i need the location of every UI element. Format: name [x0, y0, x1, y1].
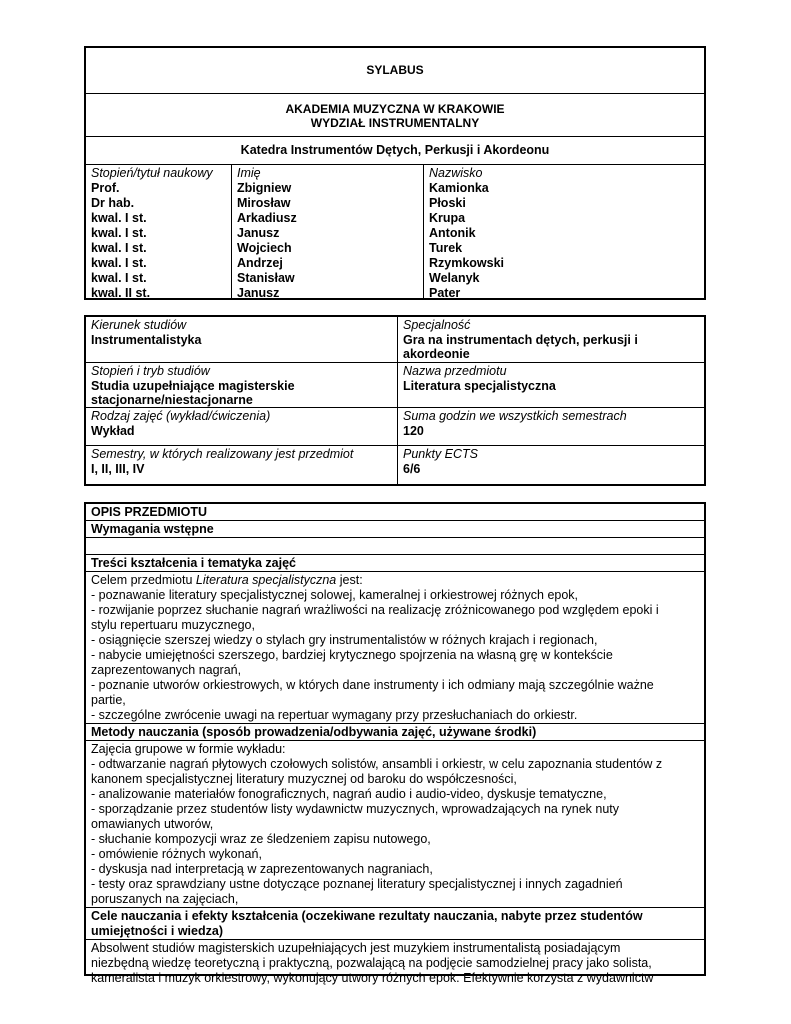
staff-first-name: Mirosław [237, 196, 291, 210]
academy-block [86, 94, 704, 137]
ects-value: 6/6 [403, 461, 421, 476]
methods-line: kanonem specjalistycznej literatury muzycznej od baroku do współczesności, [91, 772, 517, 786]
goals-line: kameralista i muzyk orkiestrowy, wykonujący utwory różnych epok. Efektywnie korzysta z wydawnictw [91, 971, 654, 985]
methods-line: - analizowanie materiałów fonograficznych, nagrań audio i audio-video, dyskusje tematyczne, [91, 787, 607, 801]
staff-first-name: Andrzej [237, 256, 283, 270]
staff-degree: kwal. I st. [91, 256, 147, 270]
content-line: stylu repertuaru muzycznego, [91, 618, 255, 632]
staff-degree: kwal. I st. [91, 241, 147, 255]
staff-table [86, 165, 704, 300]
degree-header: Stopień/tytuł naukowy [91, 166, 213, 180]
content-intro: Celem przedmiotu Literatura specjalistyczna jest: [91, 573, 363, 587]
staff-degree: Dr hab. [91, 196, 135, 210]
staff-first-name: Zbigniew [237, 181, 292, 195]
department-name: Katedra Instrumentów Dętych, Perkusji i Akordeonu [86, 137, 704, 165]
staff-last-name: Krupa [429, 211, 466, 225]
methods-line: omawianych utworów, [91, 817, 214, 831]
goals-title: Cele nauczania i efekty kształcenia (oczekiwane rezultaty nauczania, nabyte przez studentów umiejętności i wiedza) [86, 908, 704, 940]
staff-first-name: Janusz [237, 226, 280, 240]
staff-first-name: Janusz [237, 286, 280, 300]
specialty-value-cont: akordeonie [403, 347, 470, 361]
course-info-table [84, 315, 706, 486]
content-line: - poznawanie literatury specjalistycznej solowej, kameralnej i orkiestrowej różnych epok, [91, 588, 579, 602]
content-line: - poznanie utworów orkiestrowych, w których dane instrumenty i ich odmiany mają szczególnie ważne [91, 678, 654, 692]
content-line: - nabycie umiejętności szerszego, bardziej krytycznego spojrzenia na własną grę w kontekście [91, 648, 613, 662]
staff-first-name: Arkadiusz [237, 211, 297, 225]
staff-degree: kwal. I st. [91, 226, 147, 240]
content-line: - rozwijanie poprzez słuchanie nagrań wrażliwości na realizację zróżnicowanego pod względem epoki i [91, 603, 659, 617]
academy-name: AKADEMIA MUZYCZNA W KRAKOWIE [285, 102, 505, 116]
info-row-type [86, 408, 704, 446]
info-row-field [86, 317, 704, 363]
field-value: Instrumentalistyka [91, 332, 202, 347]
course-description-table [84, 502, 706, 985]
faculty-name: WYDZIAŁ INSTRUMENTALNY [310, 116, 480, 130]
staff-first-name: Wojciech [237, 241, 292, 255]
subject-label: Nazwa przedmiotu [403, 364, 507, 378]
content-line: - osiągnięcie szerszej wiedzy o stylach gry instrumentalistów w różnych krajach i regionach, [91, 633, 598, 647]
methods-body [86, 741, 704, 908]
staff-last-name: Płoski [429, 196, 466, 210]
staff-last-name: Welanyk [429, 271, 480, 285]
staff-last-name: Antonik [429, 226, 476, 240]
goals-body [86, 940, 704, 986]
hours-label: Suma godzin we wszystkich semestrach [403, 409, 627, 423]
staff-degree: Prof. [91, 181, 120, 195]
staff-degree: kwal. I st. [91, 211, 147, 225]
staff-last-name: Rzymkowski [429, 256, 505, 270]
methods-line: poruszanych na zajęciach, [91, 892, 239, 906]
info-row-semesters [86, 446, 704, 484]
level-label: Stopień i tryb studiów [91, 364, 210, 378]
staff-last-name: Kamionka [429, 181, 489, 195]
content-line: partie, [91, 693, 126, 707]
first-name-header: Imię [237, 166, 261, 180]
class-type-value: Wykład [91, 423, 135, 438]
last-name-header: Nazwisko [429, 166, 483, 180]
goals-line: Absolwent studiów magisterskich uzupełniających jest muzykiem instrumentalistą posiadającym [91, 941, 621, 955]
class-type-label: Rodzaj zajęć (wykład/ćwiczenia) [91, 409, 271, 423]
level-value: Studia uzupełniające magisterskie [91, 378, 295, 393]
methods-line: - dyskusja nad interpretacją w zaprezentowanych nagraniach, [91, 862, 433, 876]
methods-title: Metody nauczania (sposób prowadzenia/odbywania zajęć, używane środki) [86, 724, 704, 741]
semesters-label: Semestry, w których realizowany jest przedmiot [91, 447, 354, 461]
prerequisites-content [86, 538, 704, 555]
syllabus-title: SYLABUS [86, 48, 704, 94]
methods-line: - słuchanie kompozycji wraz ze śledzeniem zapisu nutowego, [91, 832, 431, 846]
methods-line: Zajęcia grupowe w formie wykładu: [91, 742, 286, 756]
specialty-value: Gra na instrumentach dętych, perkusji i [403, 332, 638, 347]
section-title: OPIS PRZEDMIOTU [86, 504, 704, 521]
methods-line: - testy oraz sprawdziany ustne dotyczące poznanej literatury specjalistycznej i innych zagadnień [91, 877, 623, 891]
staff-degree-column [86, 165, 232, 300]
hours-value: 120 [403, 423, 424, 438]
ects-label: Punkty ECTS [403, 447, 479, 461]
staff-last-name: Turek [429, 241, 463, 255]
staff-first-name-column [232, 165, 424, 300]
staff-degree: kwal. II st. [91, 286, 151, 300]
prerequisites-title: Wymagania wstępne [86, 521, 704, 538]
staff-degree: kwal. I st. [91, 271, 147, 285]
specialty-label: Specjalność [403, 318, 471, 332]
staff-last-name-column [424, 165, 704, 300]
info-row-level [86, 363, 704, 408]
content-line: zaprezentowanych nagrań, [91, 663, 242, 677]
goals-line: niezbędną wiedzę teoretyczną i praktyczną, pozwalającą na podjęcie samodzielnej pracy jako solista, [91, 956, 652, 970]
staff-first-name: Stanisław [237, 271, 295, 285]
level-value-cont: stacjonarne/niestacjonarne [91, 393, 253, 407]
methods-line: - sporządzanie przez studentów listy wydawnictw muzycznych, wprowadzających na rynek nuty [91, 802, 620, 816]
content-title: Treści kształcenia i tematyka zajęć [86, 555, 704, 572]
methods-line: - omówienie różnych wykonań, [91, 847, 262, 861]
content-line: - szczególne zwrócenie uwagi na repertuar wymagany przy przesłuchaniach do orkiestr. [91, 708, 578, 722]
semesters-value: I, II, III, IV [91, 461, 145, 476]
field-label: Kierunek studiów [91, 318, 187, 332]
content-body [86, 572, 704, 724]
methods-line: - odtwarzanie nagrań płytowych czołowych solistów, ansambli i orkiestr, w celu zapoznania studentów z [91, 757, 663, 771]
staff-last-name: Pater [429, 286, 461, 300]
header-table [84, 46, 706, 300]
subject-value: Literatura specjalistyczna [403, 378, 556, 393]
